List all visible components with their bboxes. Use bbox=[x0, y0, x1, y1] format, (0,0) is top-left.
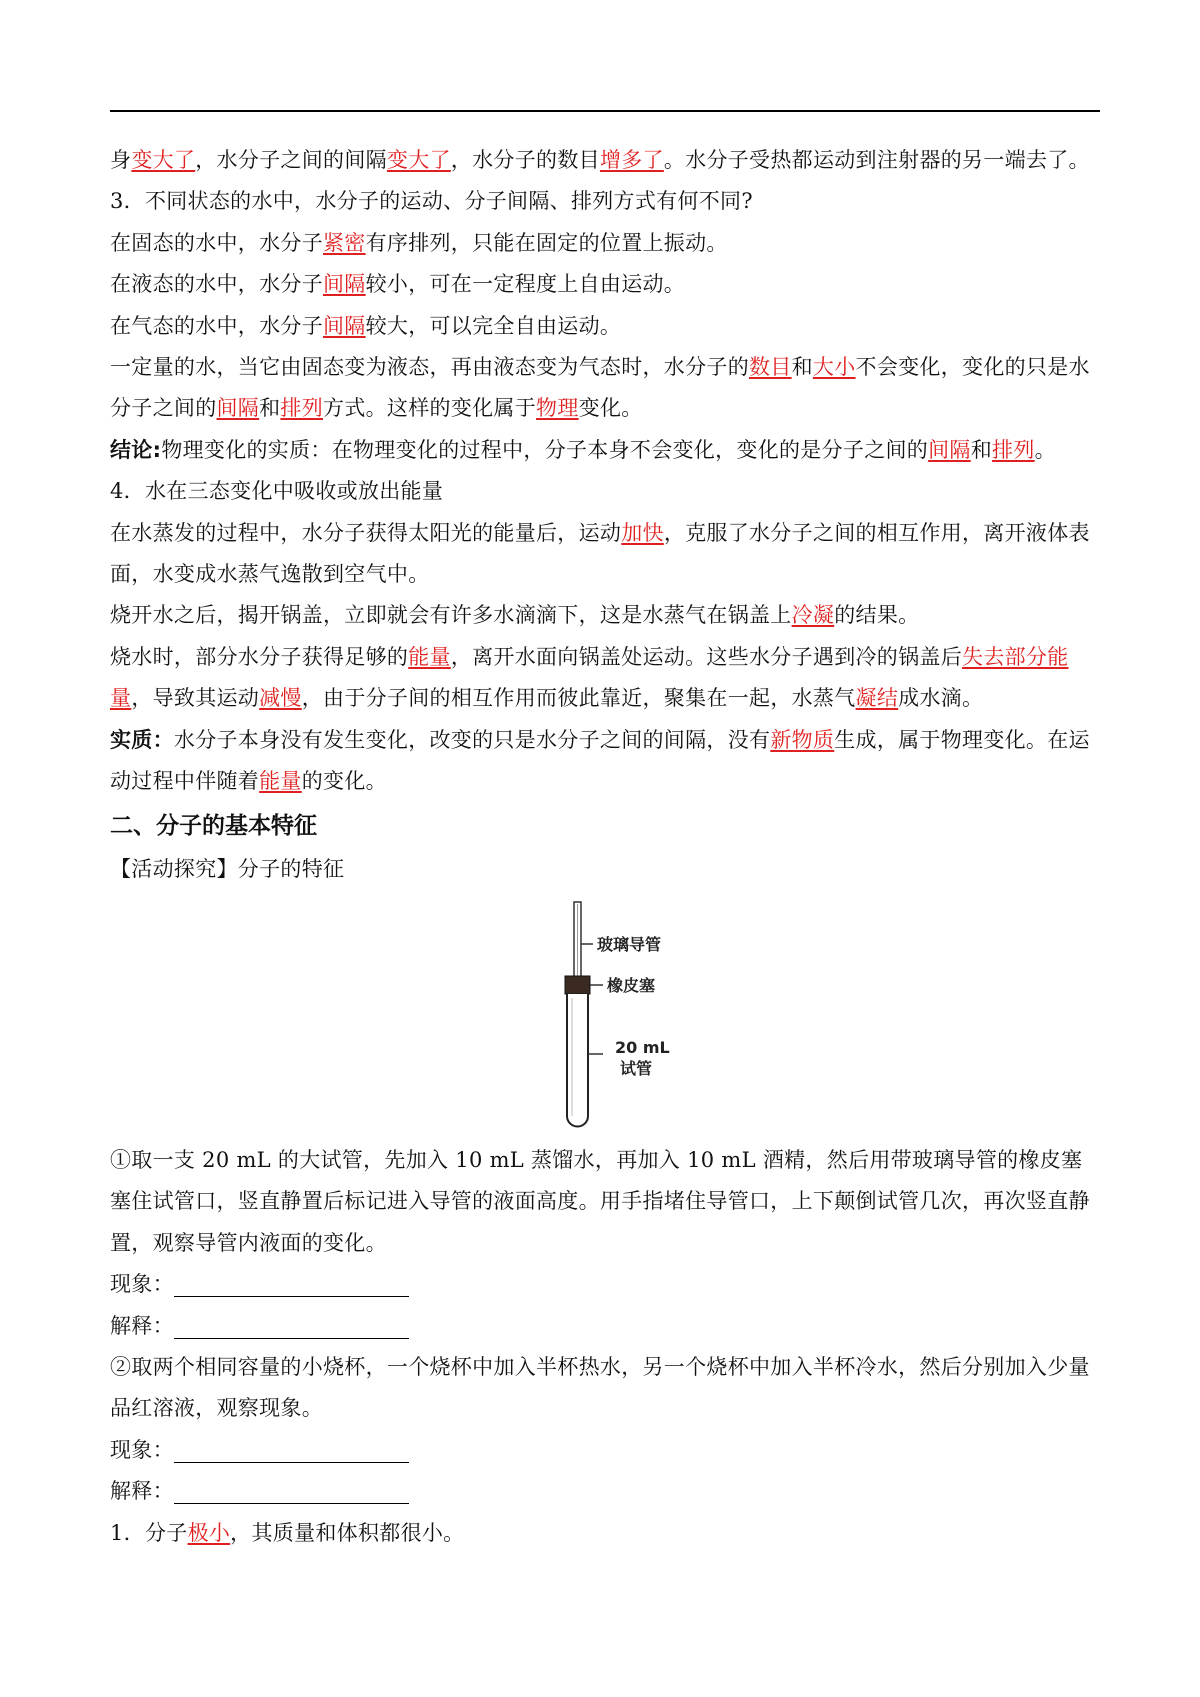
paragraph-liquid: 在液态的水中，水分子间隔较小，可在一定程度上自由运动。 bbox=[110, 272, 686, 297]
answer-blank: 能量 bbox=[259, 769, 302, 794]
essence-label: 实质： bbox=[110, 727, 174, 752]
answer-blank: 变大了 bbox=[131, 148, 196, 172]
point-1: 1．分子极小，其质量和体积都很小。 bbox=[110, 1520, 465, 1545]
question-3: 3．不同状态的水中，水分子的运动、分子间隔、排列方式有何不同? bbox=[110, 189, 753, 214]
answer-blank: 增多了 bbox=[599, 148, 664, 172]
label-glass-tube: 玻璃导管 bbox=[597, 934, 662, 954]
explanation-row: 解释： bbox=[110, 1471, 1100, 1512]
paragraph-state-change: 一定量的水，当它由固态变为液态，再由液态变为气态时，水分子的数目和大小不会变化，变化的只是水分子之间的间隔和排列方式。这样的变化属于物理变化。 bbox=[110, 355, 1090, 421]
answer-blank: 冷凝 bbox=[791, 603, 835, 628]
paragraph-essence: 实质：水分子本身没有发生变化，改变的只是水分子之间的间隔，没有新物质生成，属于物理变化。在运动过程中伴随着能量的变化。 bbox=[110, 727, 1090, 794]
activity-title: 【活动探究】分子的特征 bbox=[110, 856, 345, 881]
answer-blank: 大小 bbox=[812, 355, 856, 380]
answer-blank: 减慢 bbox=[259, 686, 302, 711]
answer-blank: 变大了 bbox=[386, 148, 451, 172]
paragraph-heating: 烧水时，部分水分子获得足够的能量，离开水面向锅盖处运动。这些水分子遇到冷的锅盖后失去部分能量，导致其运动减慢，由于分子间的相互作用而彼此靠近，聚集在一起，水蒸气凝结成水滴。 bbox=[110, 644, 1069, 711]
answer-blank: 间隔 bbox=[323, 313, 366, 338]
answer-blank: 凝结 bbox=[855, 686, 899, 711]
answer-blank: 极小 bbox=[187, 1520, 231, 1545]
conclusion-label: 结论: bbox=[110, 437, 162, 462]
answer-blank: 能量 bbox=[408, 644, 451, 669]
explanation-answer-line[interactable] bbox=[174, 1312, 409, 1339]
experiment-2: ②取两个相同容量的小烧杯，一个烧杯中加入半杯热水，另一个烧杯中加入半杯冷水，然后分别加入少量品红溶液，观察现象。 bbox=[110, 1354, 1090, 1421]
paragraph-gas: 在气态的水中，水分子间隔较大，可以完全自由运动。 bbox=[110, 313, 622, 338]
explanation-answer-line[interactable] bbox=[174, 1477, 409, 1504]
section-heading: 二、分子的基本特征 bbox=[110, 812, 317, 839]
answer-blank: 间隔 bbox=[216, 396, 260, 421]
question-4: 4．水在三态变化中吸收或放出能量 bbox=[110, 479, 444, 504]
phenomenon-answer-line[interactable] bbox=[174, 1270, 409, 1297]
label-test-tube: 试管 bbox=[620, 1058, 653, 1078]
answer-blank: 失去部分能量 bbox=[110, 644, 1069, 711]
phenomenon-row: 现象： bbox=[110, 1264, 1100, 1305]
paragraph-evaporation: 在水蒸发的过程中，水分子获得太阳光的能量后，运动加快，克服了水分子之间的相互作用，离开液体表面，水变成水蒸气逸散到空气中。 bbox=[110, 520, 1090, 587]
experiment-1: ①取一支 20 mL 的大试管，先加入 10 mL 蒸馏水，再加入 10 mL 酒精，然后用带玻璃导管的橡皮塞塞住试管口，竖直静置后标记进入导管的液面高度。用手指堵住导管口，上下颠倒试管几次，再次竖直静置，观察导管内液面的变化。 bbox=[110, 1147, 1090, 1255]
phenomenon-row: 现象： bbox=[110, 1430, 1100, 1471]
paragraph-conclusion: 结论:物理变化的实质：在物理变化的过程中，分子本身不会变化，变化的是分子之间的间隔和排列。 bbox=[110, 437, 1056, 462]
answer-blank: 排列 bbox=[280, 396, 324, 421]
answer-blank: 排列 bbox=[992, 437, 1035, 462]
answer-blank: 物理 bbox=[536, 396, 579, 421]
answer-blank: 紧密 bbox=[323, 230, 366, 255]
test-tube-diagram bbox=[110, 894, 1100, 1134]
phenomenon-answer-line[interactable] bbox=[174, 1436, 409, 1463]
answer-blank: 间隔 bbox=[323, 272, 366, 297]
paragraph-solid: 在固态的水中，水分子紧密有序排列，只能在固定的位置上振动。 bbox=[110, 230, 728, 255]
answer-blank: 间隔 bbox=[928, 437, 971, 462]
explanation-row: 解释： bbox=[110, 1306, 1100, 1347]
label-volume: 20 mL bbox=[615, 1037, 670, 1057]
paragraph-syringe: 身变大了，水分子之间的间隔变大了，水分子的数目增多了。水分子受热都运动到注射器的另一端去了。 bbox=[110, 148, 1090, 172]
answer-blank: 数目 bbox=[749, 355, 792, 380]
answer-blank: 加快 bbox=[621, 520, 664, 545]
document-body bbox=[110, 140, 1100, 1554]
test-tube-figure bbox=[110, 894, 1100, 1134]
label-stopper: 橡皮塞 bbox=[607, 975, 656, 995]
paragraph-boiling: 烧开水之后，揭开锅盖，立即就会有许多水滴滴下，这是水蒸气在锅盖上冷凝的结果。 bbox=[110, 603, 920, 628]
header-rule bbox=[110, 110, 1100, 112]
answer-blank: 新物质 bbox=[770, 727, 835, 752]
